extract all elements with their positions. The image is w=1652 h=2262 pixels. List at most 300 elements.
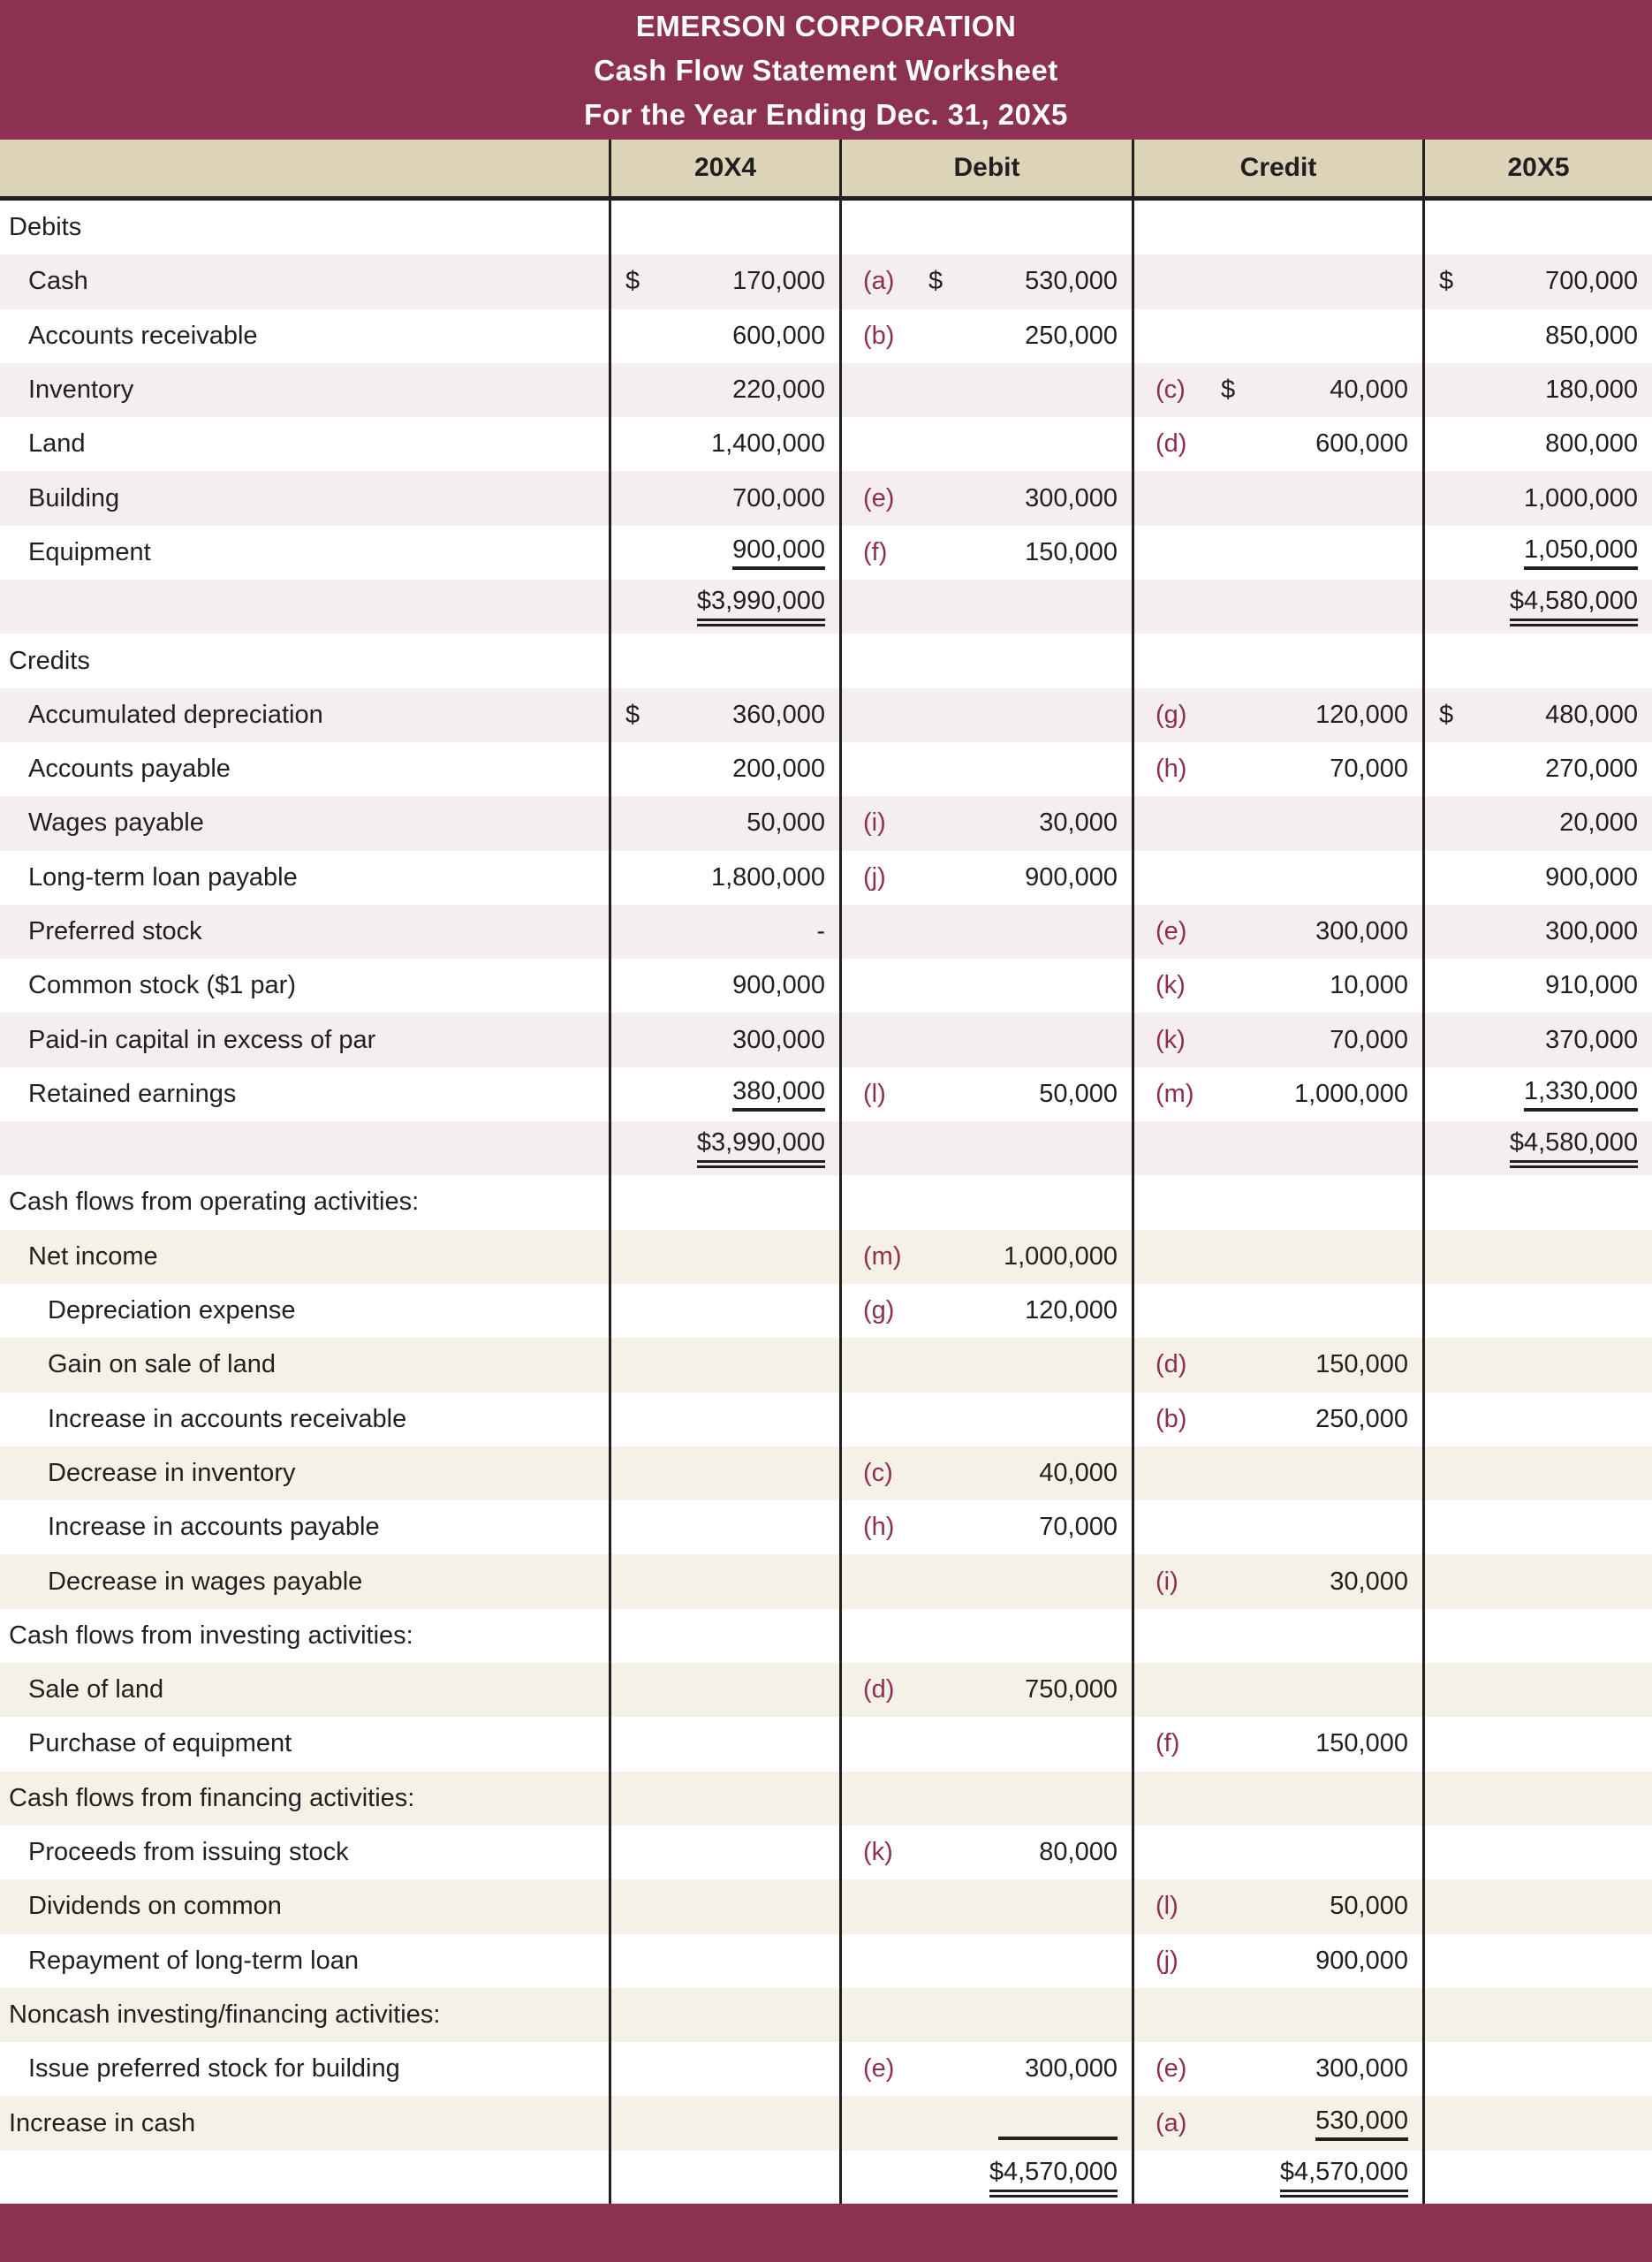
cell-c20x4: [609, 634, 839, 687]
section-debits: [0, 201, 1652, 254]
column-header-row: [0, 140, 1652, 196]
row-retained-earnings: [0, 1067, 1652, 1121]
row-cash: [0, 254, 1652, 308]
row-label-text: Noncash investing/financing activities:: [9, 2000, 441, 2029]
row-label-text: Increase in cash: [9, 2108, 196, 2137]
row-label-text: Cash: [28, 267, 88, 296]
entry-letter: (d): [1156, 1350, 1187, 1379]
cell-debit: [839, 1772, 1132, 1826]
cell-c20x5: [1422, 1717, 1652, 1771]
cell-debit: [839, 1230, 1132, 1284]
row-label: [0, 471, 609, 525]
period-line: For the Year Ending Dec. 31, 20X5: [584, 97, 1068, 131]
cell-c20x5: [1422, 254, 1652, 308]
cell-credit: [1132, 2042, 1422, 2096]
cell-c20x4: [609, 580, 839, 634]
cell-c20x4: [609, 254, 839, 308]
row-label-text: Building: [28, 483, 120, 512]
cell-c20x5: [1422, 471, 1652, 525]
row-label-text: Sale of land: [28, 1675, 164, 1704]
cell-debit: [839, 1067, 1132, 1121]
cell-credit: [1132, 1013, 1422, 1066]
amount-value: 50,000: [1330, 1892, 1408, 1921]
cell-c20x4: [609, 1772, 839, 1826]
amount-value: 1,000,000: [1003, 1241, 1118, 1271]
entry-letter: (b): [1156, 1404, 1187, 1433]
company-name: EMERSON CORPORATION: [635, 9, 1017, 42]
cell-c20x4: [609, 796, 839, 850]
cell-c20x4: [609, 1988, 839, 2042]
cell-c20x4: [609, 1013, 839, 1066]
row-label: [0, 796, 609, 850]
row-label: [0, 254, 609, 308]
cell-debit: [839, 580, 1132, 634]
row-label-text: Inventory: [28, 376, 134, 405]
amount-value: 530,000: [1025, 267, 1118, 296]
cell-credit: [1132, 2151, 1422, 2205]
row-gain-on-sale-of-land: [0, 1338, 1652, 1392]
row-label-text: Decrease in inventory: [48, 1458, 296, 1487]
cell-c20x4: [609, 1934, 839, 1988]
entry-letter: (j): [863, 862, 886, 892]
column-header-20x5: 20X5: [1422, 140, 1652, 196]
cell-debit: [839, 254, 1132, 308]
cell-debit: [839, 201, 1132, 254]
amount-value: 10,000: [1330, 971, 1408, 1000]
amount-value: 600,000: [732, 321, 825, 350]
cell-c20x5: [1422, 2151, 1652, 2205]
amount-value: 40,000: [1330, 376, 1408, 405]
amount-value: $4,570,000: [1280, 2158, 1408, 2197]
cell-c20x5: [1422, 1446, 1652, 1500]
column-header-debit: Debit: [839, 140, 1132, 196]
cell-credit: [1132, 905, 1422, 959]
row-wages-payable: [0, 796, 1652, 850]
cell-debit: [839, 2096, 1132, 2150]
row-label: [0, 1284, 609, 1338]
cell-c20x5: [1422, 1826, 1652, 1879]
amount-value: 250,000: [1025, 321, 1118, 350]
cell-credit: [1132, 634, 1422, 687]
row-worksheet-total: [0, 2151, 1652, 2205]
cell-c20x5: [1422, 1663, 1652, 1717]
cell-debit: [839, 1175, 1132, 1229]
cell-c20x5: [1422, 1338, 1652, 1392]
section-credits: [0, 634, 1652, 687]
entry-letter: (l): [863, 1079, 886, 1108]
row-label-text: Paid-in capital in excess of par: [28, 1025, 376, 1054]
row-label-text: Retained earnings: [28, 1079, 237, 1108]
cell-debit: [839, 1393, 1132, 1446]
cell-c20x4: [609, 417, 839, 471]
row-label: [0, 1013, 609, 1066]
cell-debit: [839, 1446, 1132, 1500]
amount-value: 300,000: [1025, 483, 1118, 512]
section-investing: [0, 1609, 1652, 1663]
amount-value: 300,000: [1025, 2054, 1118, 2084]
worksheet-body: [0, 201, 1652, 2205]
amount-value: 30,000: [1039, 808, 1118, 838]
worksheet-title-band: [0, 0, 1652, 140]
cell-c20x5: [1422, 742, 1652, 796]
amount-value: 1,000,000: [1523, 483, 1638, 512]
entry-letter: (m): [863, 1241, 902, 1271]
cell-c20x5: [1422, 1393, 1652, 1446]
row-label-text: Increase in accounts receivable: [48, 1404, 407, 1433]
cell-c20x4: [609, 1500, 839, 1554]
cell-credit: [1132, 471, 1422, 525]
row-label: [0, 1393, 609, 1446]
row-label-text: Equipment: [28, 537, 151, 566]
cell-c20x5: [1422, 1879, 1652, 1933]
cell-c20x5: [1422, 1500, 1652, 1554]
entry-letter: (k): [1156, 1025, 1186, 1054]
section-noncash: [0, 1988, 1652, 2042]
amount-value: 300,000: [1315, 2054, 1408, 2084]
cell-debit: [839, 1554, 1132, 1608]
amount-value: 600,000: [1315, 429, 1408, 459]
cell-c20x4: [609, 1717, 839, 1771]
cell-debit: [839, 1013, 1132, 1066]
column-header-credit: Credit: [1132, 140, 1422, 196]
cell-c20x5: [1422, 2096, 1652, 2150]
row-label: [0, 580, 609, 634]
row-label: [0, 1175, 609, 1229]
amount-value: 170,000: [732, 267, 825, 296]
entry-letter: (j): [1156, 1946, 1178, 1975]
cell-debit: [839, 796, 1132, 850]
row-label: [0, 1717, 609, 1771]
row-label: [0, 1067, 609, 1121]
cell-credit: [1132, 1230, 1422, 1284]
amount-value: 850,000: [1545, 321, 1638, 350]
cell-debit: [839, 417, 1132, 471]
cell-c20x5: [1422, 796, 1652, 850]
row-label-text: Cash flows from investing activities:: [9, 1621, 413, 1650]
row-repayment-long-term-loan: [0, 1934, 1652, 1988]
cell-c20x4: [609, 1067, 839, 1121]
cell-c20x4: [609, 309, 839, 363]
cell-c20x4: [609, 1554, 839, 1608]
amount-value: 70,000: [1330, 1025, 1408, 1054]
row-depreciation-expense: [0, 1284, 1652, 1338]
amount-value: 1,800,000: [710, 862, 825, 892]
cell-credit: [1132, 363, 1422, 417]
amount-value: 910,000: [1545, 971, 1638, 1000]
entry-letter: (d): [1156, 429, 1187, 459]
row-dividends-on-common: [0, 1879, 1652, 1933]
cell-c20x5: [1422, 959, 1652, 1013]
section-operating: [0, 1175, 1652, 1229]
row-label: [0, 688, 609, 742]
row-preferred-stock: [0, 905, 1652, 959]
row-label-text: Decrease in wages payable: [48, 1567, 363, 1596]
cell-c20x4: [609, 1609, 839, 1663]
entry-letter: (e): [863, 2054, 895, 2084]
row-label-text: Purchase of equipment: [28, 1729, 292, 1758]
cell-credit: [1132, 1934, 1422, 1988]
cell-credit: [1132, 1717, 1422, 1771]
cell-c20x5: [1422, 688, 1652, 742]
row-label-text: Land: [28, 429, 86, 459]
row-label-text: Accounts payable: [28, 755, 231, 784]
cell-credit: [1132, 1663, 1422, 1717]
cell-debit: [839, 1717, 1132, 1771]
cell-credit: [1132, 1609, 1422, 1663]
row-label: [0, 905, 609, 959]
amount-value: 1,330,000: [1524, 1077, 1638, 1112]
dollar-sign: $: [1439, 267, 1454, 296]
amount-value: 1,000,000: [1293, 1079, 1408, 1108]
row-sale-of-land: [0, 1663, 1652, 1717]
row-label: [0, 1338, 609, 1392]
cell-debit: [839, 309, 1132, 363]
cell-credit: [1132, 254, 1422, 308]
row-paid-in-capital: [0, 1013, 1652, 1066]
dollar-sign: $: [928, 267, 943, 296]
entry-letter: (k): [1156, 971, 1186, 1000]
amount-value: 370,000: [1545, 1025, 1638, 1054]
row-label: [0, 1554, 609, 1608]
row-accounts-receivable: [0, 309, 1652, 363]
cell-c20x5: [1422, 634, 1652, 687]
cell-c20x5: [1422, 2042, 1652, 2096]
amount-value: $3,990,000: [697, 1128, 825, 1168]
cell-debit: [839, 1284, 1132, 1338]
row-label-text: Cash flows from financing activities:: [9, 1783, 415, 1812]
cell-debit: [839, 688, 1132, 742]
row-increase-accounts-receivable: [0, 1393, 1652, 1446]
cell-credit: [1132, 1826, 1422, 1879]
cell-credit: [1132, 201, 1422, 254]
cell-credit: [1132, 1879, 1422, 1933]
row-label: [0, 2151, 609, 2205]
row-label: [0, 1500, 609, 1554]
amount-value: 220,000: [732, 376, 825, 405]
row-label: [0, 309, 609, 363]
cell-debit: [839, 742, 1132, 796]
row-issue-preferred-stock: [0, 2042, 1652, 2096]
amount-value: 750,000: [1025, 1675, 1118, 1704]
cell-c20x4: [609, 1446, 839, 1500]
row-label: [0, 417, 609, 471]
cell-debit: [839, 2151, 1132, 2205]
cell-c20x5: [1422, 1121, 1652, 1175]
cell-credit: [1132, 526, 1422, 580]
row-label: [0, 851, 609, 905]
cell-c20x4: [609, 905, 839, 959]
amount-value: 40,000: [1039, 1458, 1118, 1487]
cell-c20x4: [609, 688, 839, 742]
row-increase-accounts-payable: [0, 1500, 1652, 1554]
row-common-stock: [0, 959, 1652, 1013]
worksheet-subtitle: Cash Flow Statement Worksheet: [594, 53, 1058, 87]
cell-debit: [839, 1609, 1132, 1663]
row-label-text: Preferred stock: [28, 917, 202, 945]
amount-value: 180,000: [1545, 376, 1638, 405]
entry-letter: (i): [1156, 1567, 1178, 1596]
entry-letter: (c): [1156, 376, 1186, 405]
row-label-text: Gain on sale of land: [48, 1350, 276, 1379]
dollar-sign: $: [625, 267, 640, 296]
cell-c20x4: [609, 1879, 839, 1933]
row-credits-total: [0, 1121, 1652, 1175]
cell-debit: [839, 851, 1132, 905]
row-label-text: Repayment of long-term loan: [28, 1946, 359, 1975]
row-label: [0, 1663, 609, 1717]
cell-debit: [839, 1879, 1132, 1933]
row-label: [0, 1121, 609, 1175]
bottom-band: [0, 2204, 1652, 2262]
cell-credit: [1132, 742, 1422, 796]
cell-debit: [839, 363, 1132, 417]
column-header-label: [0, 140, 609, 196]
amount-value: 900,000: [1025, 862, 1118, 892]
amount-value: 700,000: [732, 483, 825, 512]
cell-credit: [1132, 1121, 1422, 1175]
cell-debit: [839, 634, 1132, 687]
cell-c20x5: [1422, 1554, 1652, 1608]
row-label: [0, 1934, 609, 1988]
cell-credit: [1132, 580, 1422, 634]
amount-value: 80,000: [1039, 1838, 1118, 1867]
cell-c20x4: [609, 1230, 839, 1284]
cell-c20x5: [1422, 309, 1652, 363]
cell-debit: [839, 1988, 1132, 2042]
amount-value: 270,000: [1545, 755, 1638, 784]
amount-value: 530,000: [1315, 2106, 1408, 2141]
row-label: [0, 1772, 609, 1826]
row-equipment: [0, 526, 1652, 580]
row-accounts-payable: [0, 742, 1652, 796]
cell-c20x4: [609, 2151, 839, 2205]
entry-letter: (l): [1156, 1892, 1178, 1921]
row-label-text: Accumulated depreciation: [28, 700, 323, 729]
amount-value: 900,000: [732, 535, 825, 570]
row-purchase-of-equipment: [0, 1717, 1652, 1771]
entry-letter: (f): [1156, 1729, 1180, 1758]
cell-credit: [1132, 417, 1422, 471]
row-label-text: Proceeds from issuing stock: [28, 1838, 349, 1867]
cell-c20x4: [609, 1121, 839, 1175]
dollar-sign: $: [625, 700, 640, 729]
row-label: [0, 1446, 609, 1500]
entry-letter: (c): [863, 1458, 893, 1487]
row-land: [0, 417, 1652, 471]
cell-debit: [839, 1338, 1132, 1392]
amount-value: -: [816, 917, 825, 945]
cell-c20x5: [1422, 1609, 1652, 1663]
dollar-sign: $: [1439, 700, 1454, 729]
row-label: [0, 1230, 609, 1284]
cell-c20x4: [609, 1393, 839, 1446]
entry-letter: (m): [1156, 1079, 1194, 1108]
cell-c20x4: [609, 1284, 839, 1338]
cell-debit: [839, 471, 1132, 525]
row-label-text: Cash flows from operating activities:: [9, 1188, 420, 1217]
cell-debit: [839, 1663, 1132, 1717]
cell-c20x5: [1422, 1230, 1652, 1284]
cell-credit: [1132, 1554, 1422, 1608]
entry-letter: (a): [863, 267, 895, 296]
amount-value: 480,000: [1545, 700, 1638, 729]
row-label: [0, 526, 609, 580]
row-net-income: [0, 1230, 1652, 1284]
row-label: [0, 2096, 609, 2150]
entry-letter: (e): [1156, 2054, 1187, 2084]
cell-c20x4: [609, 742, 839, 796]
entry-letter: (g): [863, 1296, 895, 1325]
amount-value: $4,570,000: [989, 2158, 1118, 2197]
row-increase-in-cash: [0, 2096, 1652, 2150]
amount-value: 70,000: [1330, 755, 1408, 784]
row-label-text: Depreciation expense: [48, 1296, 296, 1325]
blank-underline: [998, 2135, 1118, 2140]
row-accumulated-depreciation: [0, 688, 1652, 742]
amount-value: 250,000: [1315, 1404, 1408, 1433]
amount-value: 360,000: [732, 700, 825, 729]
entry-letter: (b): [863, 321, 895, 350]
amount-value: 70,000: [1039, 1513, 1118, 1542]
row-label-text: Dividends on common: [28, 1892, 282, 1921]
amount-value: $4,580,000: [1510, 1128, 1638, 1168]
cell-debit: [839, 905, 1132, 959]
row-label: [0, 634, 609, 687]
amount-value: 900,000: [732, 971, 825, 1000]
amount-value: 50,000: [1039, 1079, 1118, 1108]
cell-c20x4: [609, 201, 839, 254]
amount-value: 50,000: [746, 808, 825, 838]
cell-c20x4: [609, 851, 839, 905]
row-label-text: Debits: [9, 213, 82, 242]
row-label-text: Credits: [9, 646, 90, 675]
cell-debit: [839, 1121, 1132, 1175]
row-label: [0, 1826, 609, 1879]
cell-credit: [1132, 309, 1422, 363]
cell-c20x5: [1422, 417, 1652, 471]
cell-c20x5: [1422, 201, 1652, 254]
entry-letter: (e): [863, 483, 895, 512]
amount-value: 30,000: [1330, 1567, 1408, 1596]
cell-credit: [1132, 959, 1422, 1013]
cell-c20x5: [1422, 1934, 1652, 1988]
cell-c20x4: [609, 471, 839, 525]
entry-letter: (f): [863, 537, 888, 566]
cell-c20x4: [609, 1826, 839, 1879]
amount-value: 300,000: [732, 1025, 825, 1054]
cell-c20x4: [609, 2042, 839, 2096]
cell-c20x4: [609, 363, 839, 417]
cell-credit: [1132, 1284, 1422, 1338]
row-label: [0, 742, 609, 796]
row-decrease-wages-payable: [0, 1554, 1652, 1608]
amount-value: $4,580,000: [1510, 587, 1638, 626]
dollar-sign: $: [1221, 376, 1236, 405]
amount-value: 800,000: [1545, 429, 1638, 459]
entry-letter: (g): [1156, 700, 1187, 729]
row-label: [0, 959, 609, 1013]
amount-value: 150,000: [1025, 537, 1118, 566]
cell-credit: [1132, 851, 1422, 905]
cell-credit: [1132, 796, 1422, 850]
amount-value: 120,000: [1025, 1296, 1118, 1325]
row-label-text: Issue preferred stock for building: [28, 2054, 400, 2084]
row-inventory: [0, 363, 1652, 417]
row-label: [0, 1609, 609, 1663]
cell-c20x4: [609, 1175, 839, 1229]
cell-credit: [1132, 1338, 1422, 1392]
cell-debit: [839, 1826, 1132, 1879]
